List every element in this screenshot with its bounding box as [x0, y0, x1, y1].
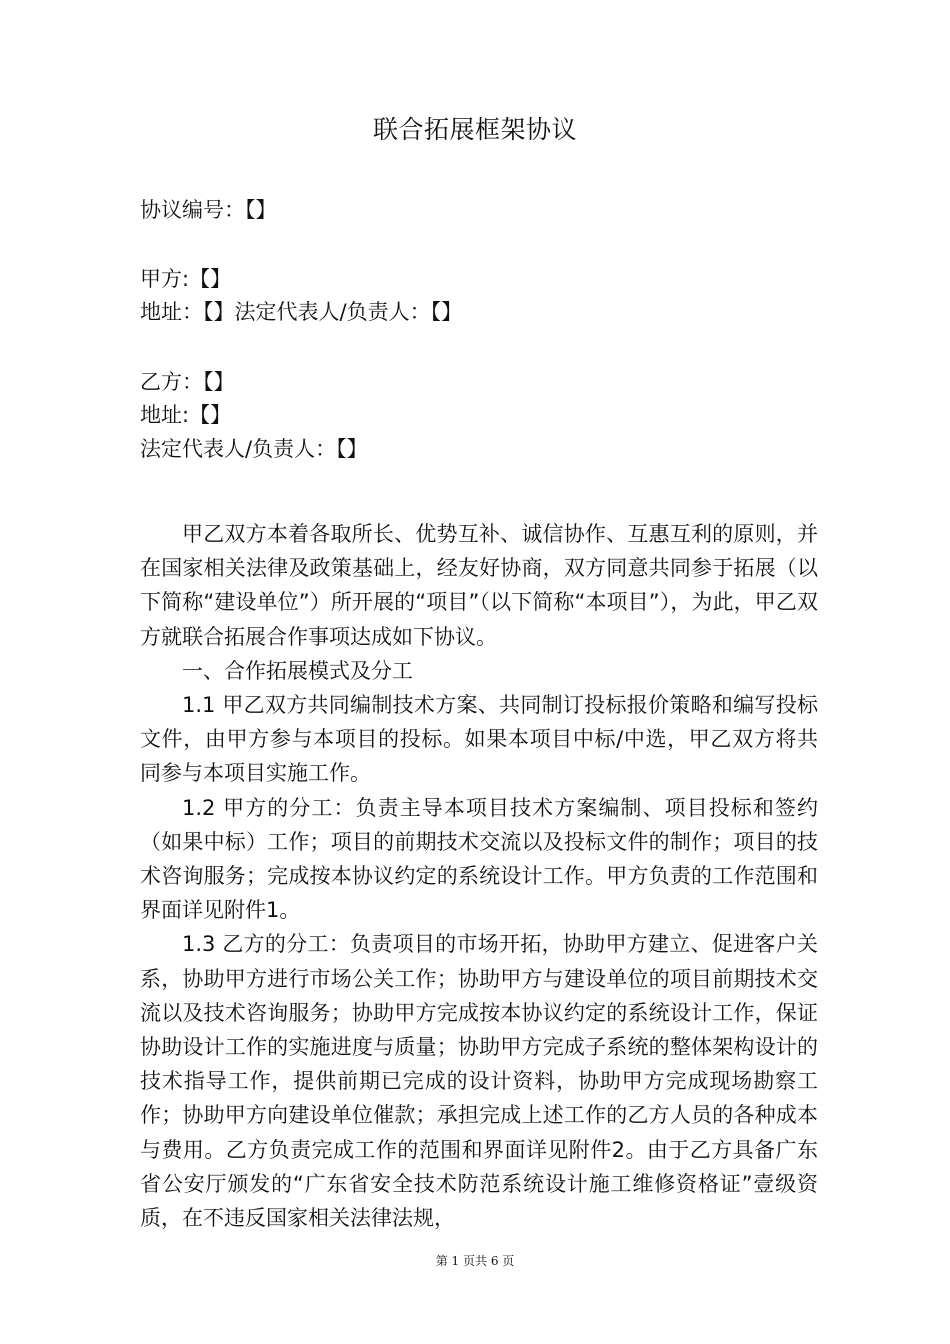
agreement-body [140, 517, 818, 1235]
document-title: 联合拓展框架协议 [372, 115, 577, 144]
preamble-paragraph: 甲乙双方本着各取所长、优势互补、诚信协作、互惠互利的原则，并在国家相关法律及政策基础上，经友好协商，双方同意共同参于拓展（以下简称“建设单位”）所开展的“项目”（以下简称“本项目”），为此，甲乙双方就联合拓展合作事项达成如下协议。 [140, 522, 818, 649]
party-b-name: 乙方：【】 [140, 370, 235, 394]
party-b-representative: 法定代表人/负责人：【】 [140, 437, 368, 461]
party-a-address-representative: 地址：【】法定代表人/负责人：【】 [140, 300, 463, 324]
section-heading: 一、合作拓展模式及分工 [182, 658, 413, 683]
party-a-name: 甲方:【】 [140, 267, 232, 291]
agreement-number: 协议编号：【】 [140, 198, 277, 222]
clause-1-3: 1.3 乙方的分工：负责项目的市场开拓，协助甲方建立、促进客户关系，协助甲方进行市场公关工作；协助甲方与建设单位的项目前期技术交流以及技术咨询服务；协助甲方完成按本协议约定的系统设计工作，保证协助设计工作的实施进度与质量；协助甲方完成子系统的整体架构设计的技术指导工作，提供前期已完成的设计资料，协助甲方完成现场勘察工作；协助甲方向建设单位催款；承担完成上述工作的乙方人员的各种成本与费用。乙方负责完成工作的范围和界面详见附件2。由于乙方具备广东省公安厅颁发的“广东省安全技术防范系统设计施工维修资格证”壹级资质，在不违反国家相关法律法规， [140, 932, 818, 1231]
clause-1-1: 1.1 甲乙双方共同编制技术方案、共同制订投标报价策略和编写投标文件，由甲方参与本项目的投标。如果本项目中标/中选，甲乙双方将共同参与本项目实施工作。 [140, 693, 818, 786]
page-footer: 第 1 页共 6 页 [435, 1254, 515, 1268]
party-b-address: 地址:【】 [140, 403, 232, 427]
clause-1-2: 1.2 甲方的分工：负责主导本项目技术方案编制、项目投标和签约（如果中标）工作；项目的前期技术交流以及投标文件的制作；项目的技术咨询服务；完成按本协议约定的系统设计工作。甲方负责的工作范围和界面详见附件1。 [140, 795, 818, 923]
